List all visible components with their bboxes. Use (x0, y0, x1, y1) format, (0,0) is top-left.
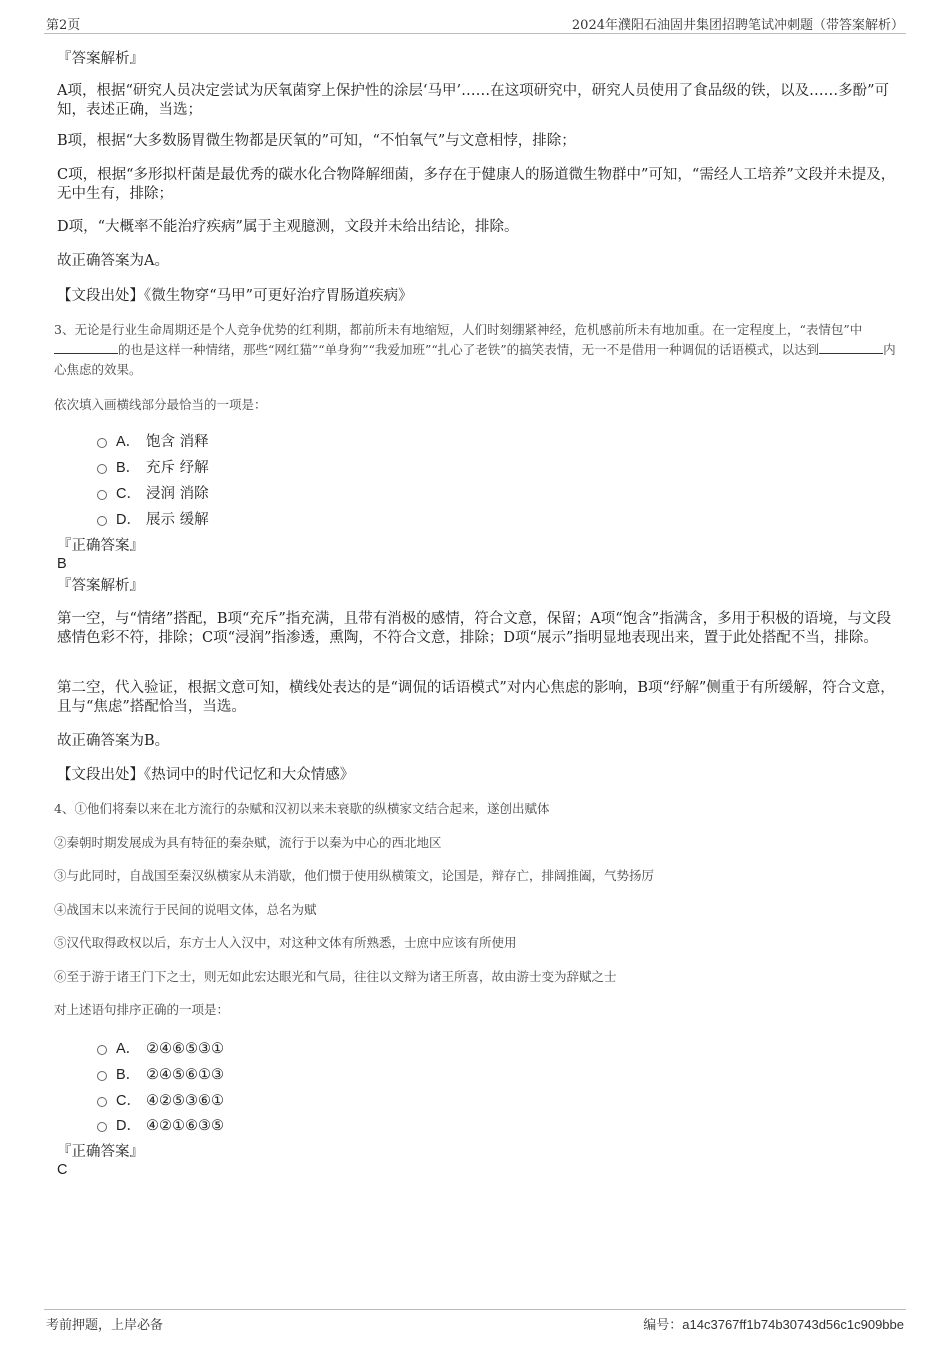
question-4-sentence-1: 4、①他们将秦以来在北方流行的杂赋和汉初以来未衰歇的纵横家文结合起来，遂创出赋体 (54, 801, 550, 816)
answer-conclusion: 故正确答案为B。 (57, 733, 170, 749)
question-4-prompt: 对上述语句排序正确的一项是： (54, 1002, 230, 1017)
passage-source: 【文段出处】《微生物穿“马甲”可更好治疗胃肠道疾病》 (57, 288, 413, 304)
analysis-paragraph-c: C项，根据“多形拟杆菌是最优秀的碳水化合物降解细菌，多存在于健康人的肠道微生物群中”可知，“需经人工培养”文段并未提及，无中生有，排除； (57, 167, 896, 202)
question-4-sentence-3: ③与此同时，自战国至秦汉纵横家从未消歇，他们惯于使用纵横策文，论国是，辩存亡，排阔推阖，气势扬厉 (54, 868, 655, 883)
q4-option-a[interactable]: A． ②④⑥⑤③① (97, 1037, 224, 1058)
correct-answer-heading: 『正确答案』 (57, 1144, 144, 1160)
document-code: 编号：a14c3767ff1b74b30743d56c1c909bbe (643, 1317, 904, 1333)
radio-icon[interactable] (97, 438, 107, 448)
answer-conclusion: 故正确答案为A。 (57, 253, 169, 269)
passage-source: 【文段出处】《热词中的时代记忆和大众情感》 (57, 767, 355, 783)
question-4-sentence-6: ⑥至于游于诸王门下之士，则无如此宏达眼光和气局，往往以文辩为诸王所喜，故由游士变为辞赋之士 (54, 969, 617, 984)
question-3-stem: 3、无论是行业生命周期还是个人竞争优势的红利期，都前所未有地缩短，人们时刻绷紧神经，危机感前所未有地加重。在一定程度上，“表情包”中的也是这样一种情绪，那些“网红猫”“单身狗”“我爱加班”“扎心了老铁”的搞笑表情，无一不是借用一种调侃的话语模式，以达到 内心焦虑的效果。 (54, 322, 896, 377)
q4-option-b[interactable]: B． ②④⑤⑥①③ (97, 1063, 224, 1084)
header-divider (44, 33, 906, 34)
radio-icon[interactable] (97, 490, 107, 500)
page-number: 第2页 (46, 18, 81, 33)
analysis-paragraph-2: 第二空，代入验证，根据文意可知，横线处表达的是“调侃的话语模式”对内心焦虑的影响，B项“纾解”侧重于有所缓解，符合文意，且与“焦虑”搭配恰当，当选。 (57, 680, 895, 715)
radio-icon[interactable] (97, 1097, 107, 1107)
q4-option-d[interactable]: D． ④②①⑥③⑤ (97, 1114, 224, 1135)
radio-icon[interactable] (97, 1071, 107, 1081)
blank-1 (54, 341, 118, 354)
correct-answer-value: C (57, 1162, 68, 1178)
analysis-heading: 『答案解析』 (57, 578, 144, 594)
q3-option-b[interactable]: B． 充斥 纾解 (97, 456, 209, 477)
q3-option-c[interactable]: C． 浸润 消除 (97, 482, 209, 503)
correct-answer-value: B (57, 556, 67, 572)
footer-slogan: 考前押题，上岸必备 (46, 1318, 164, 1333)
radio-icon[interactable] (97, 1122, 107, 1132)
question-4-sentence-5: ⑤汉代取得政权以后，东方士人入汉中，对这种文体有所熟悉，士庶中应该有所使用 (54, 935, 517, 950)
q3-option-d[interactable]: D． 展示 缓解 (97, 508, 209, 529)
correct-answer-heading: 『正确答案』 (57, 538, 144, 554)
document-title: 2024年濮阳石油固井集团招聘笔试冲刺题（带答案解析） (571, 18, 904, 33)
q3-option-a[interactable]: A． 饱含 消释 (97, 430, 209, 451)
question-4-sentence-2: ②秦朝时期发展成为具有特征的秦杂赋，流行于以秦为中心的西北地区 (54, 835, 442, 850)
question-4-sentence-4: ④战国末以来流行于民间的说唱文体，总名为赋 (54, 902, 317, 917)
radio-icon[interactable] (97, 516, 107, 526)
footer-divider (44, 1309, 906, 1310)
analysis-paragraph-d: D项，“大概率不能治疗疾病”属于主观臆测，文段并未给出结论，排除。 (57, 219, 519, 235)
analysis-paragraph-a: A项，根据“研究人员决定尝试为厌氧菌穿上保护性的涂层‘马甲’……在这项研究中，研究人员使用了食品级的铁，以及……多酚”可知，表述正确，当选； (57, 83, 890, 118)
analysis-heading: 『答案解析』 (57, 51, 144, 67)
question-3-prompt: 依次填入画横线部分最恰当的一项是： (54, 397, 267, 412)
radio-icon[interactable] (97, 1045, 107, 1055)
blank-2 (819, 341, 883, 354)
radio-icon[interactable] (97, 464, 107, 474)
analysis-paragraph-1: 第一空，与“情绪”搭配，B项“充斥”指充满，且带有消极的感情，符合文意，保留；A项“饱含”指满含，多用于积极的语境，与文段感情色彩不符，排除；C项“浸润”指渗透，熏陶，不符合文意，排除；D项“展示”指明显地表现出来，置于此处搭配不当，排除。 (57, 611, 892, 646)
q4-option-c[interactable]: C． ④②⑤③⑥① (97, 1089, 224, 1110)
analysis-paragraph-b: B项，根据“大多数肠胃微生物都是厌氧的”可知，“不怕氧气”与文意相悖，排除； (57, 133, 576, 149)
